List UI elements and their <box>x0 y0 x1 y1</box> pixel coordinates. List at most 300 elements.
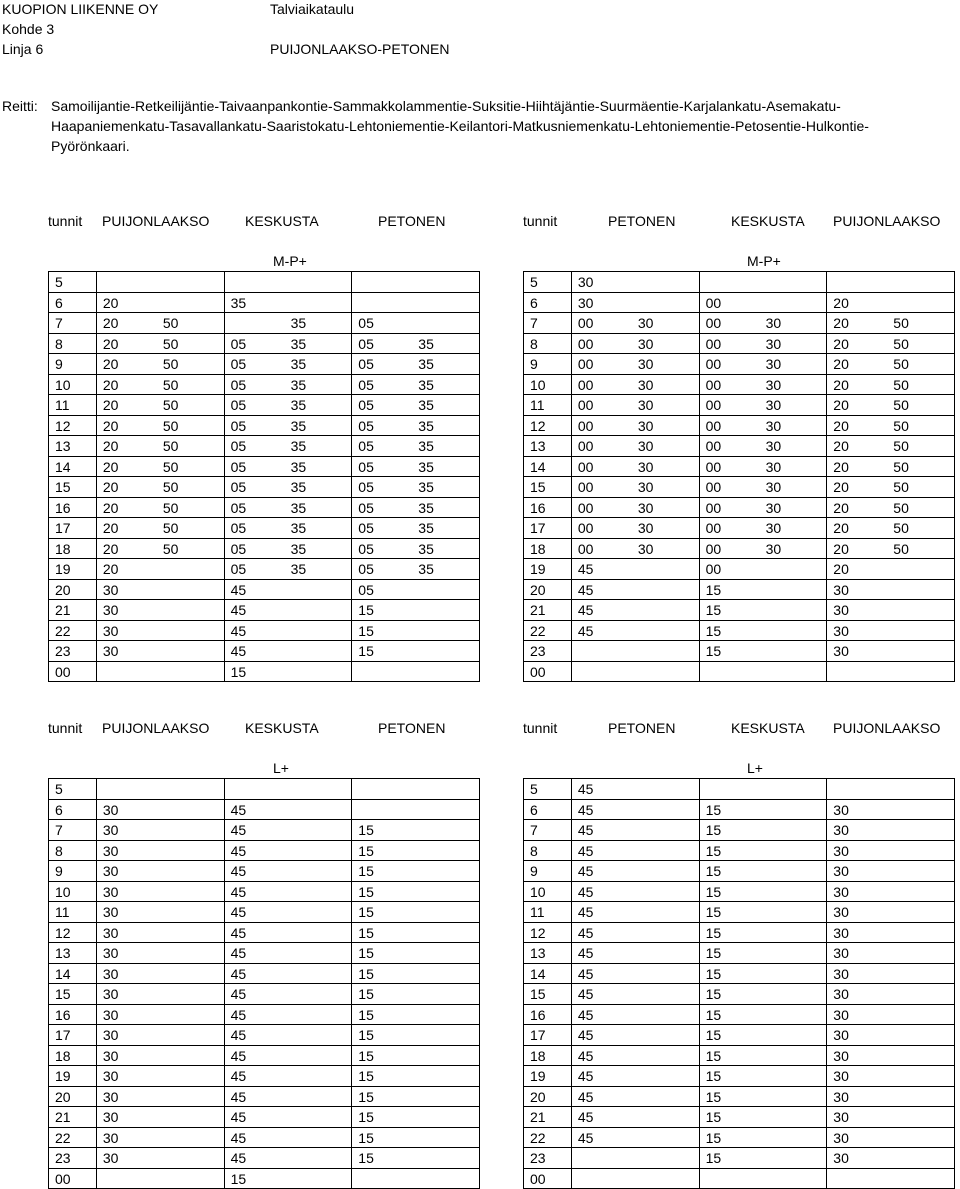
hour-cell <box>49 395 97 416</box>
minute-value: 35 <box>291 539 307 559</box>
minute-value: 45 <box>231 1066 247 1086</box>
minute-value: 50 <box>893 498 909 518</box>
hour-value: 10 <box>55 882 71 902</box>
minutes-cell <box>827 559 955 580</box>
minute-value: 45 <box>231 800 247 820</box>
minutes-cell <box>225 1148 353 1169</box>
minute-value: 00 <box>706 477 722 497</box>
minutes-cell <box>827 293 955 314</box>
minute-value: 35 <box>291 559 307 579</box>
minute-value: 05 <box>231 354 247 374</box>
minutes-cell <box>572 272 700 293</box>
minutes-cell <box>225 354 353 375</box>
minute-value: 05 <box>358 354 374 374</box>
hour-cell <box>49 984 97 1005</box>
table-row <box>524 1148 955 1169</box>
table-row <box>524 354 955 375</box>
minutes-cell <box>352 1169 480 1189</box>
hour-value: 9 <box>530 861 538 881</box>
minutes-cell <box>827 436 955 457</box>
minutes-cell <box>97 580 225 601</box>
minute-value: 15 <box>706 641 722 661</box>
table-row <box>524 272 955 293</box>
table-row <box>524 820 955 841</box>
hour-cell <box>49 861 97 882</box>
minute-value: 35 <box>418 477 434 497</box>
minute-value: 30 <box>638 395 654 415</box>
minute-value: 45 <box>578 984 594 1004</box>
minute-value: 05 <box>231 375 247 395</box>
hour-cell <box>49 600 97 621</box>
table-row <box>49 1025 480 1046</box>
minutes-cell <box>97 861 225 882</box>
minutes-cell <box>97 662 225 683</box>
hour-value: 16 <box>55 1005 71 1025</box>
minutes-cell <box>827 1148 955 1169</box>
minute-value: 30 <box>766 457 782 477</box>
minutes-cell <box>827 313 955 334</box>
minute-value: 30 <box>103 641 119 661</box>
table-row <box>49 354 480 375</box>
minutes-cell <box>225 621 353 642</box>
table-row <box>524 436 955 457</box>
minutes-cell <box>97 800 225 821</box>
minute-value: 30 <box>833 1148 849 1168</box>
hour-cell <box>524 1066 572 1087</box>
minutes-cell <box>827 1128 955 1149</box>
minute-value: 20 <box>103 559 119 579</box>
minute-value: 05 <box>231 518 247 538</box>
table-row <box>49 861 480 882</box>
minutes-cell <box>700 923 828 944</box>
hour-value: 21 <box>530 1107 546 1127</box>
minute-value: 30 <box>103 984 119 1004</box>
hour-cell <box>524 457 572 478</box>
hour-value: 5 <box>530 272 538 292</box>
hour-cell <box>49 820 97 841</box>
minutes-cell <box>827 518 955 539</box>
hour-cell <box>49 375 97 396</box>
minutes-cell <box>352 313 480 334</box>
minutes-cell <box>97 375 225 396</box>
minute-value: 15 <box>358 964 374 984</box>
minute-value: 30 <box>766 436 782 456</box>
hour-value: 14 <box>530 964 546 984</box>
hour-value: 8 <box>55 334 63 354</box>
minute-value: 05 <box>231 539 247 559</box>
minutes-cell <box>225 841 353 862</box>
minutes-cell <box>225 539 353 560</box>
minutes-cell <box>225 923 353 944</box>
hour-value: 12 <box>530 416 546 436</box>
table-row <box>524 518 955 539</box>
table-row <box>49 841 480 862</box>
minutes-cell <box>700 1046 828 1067</box>
hour-cell <box>49 293 97 314</box>
minutes-cell <box>827 375 955 396</box>
minute-value: 45 <box>578 882 594 902</box>
minutes-cell <box>572 395 700 416</box>
minute-value: 50 <box>163 416 179 436</box>
minute-value: 50 <box>163 395 179 415</box>
minute-value: 15 <box>358 820 374 840</box>
hour-cell <box>524 621 572 642</box>
minute-value: 30 <box>766 539 782 559</box>
hour-cell <box>49 621 97 642</box>
hour-cell <box>524 984 572 1005</box>
table-row <box>49 477 480 498</box>
table-row <box>49 902 480 923</box>
minutes-cell <box>352 518 480 539</box>
minutes-cell <box>97 1066 225 1087</box>
minute-value: 45 <box>578 600 594 620</box>
minutes-cell <box>225 964 353 985</box>
minutes-cell <box>572 539 700 560</box>
minute-value: 30 <box>103 800 119 820</box>
minute-value: 50 <box>893 539 909 559</box>
minute-value: 45 <box>231 984 247 1004</box>
minute-value: 00 <box>706 559 722 579</box>
minutes-cell <box>827 943 955 964</box>
hour-value: 16 <box>530 498 546 518</box>
minute-value: 35 <box>418 334 434 354</box>
hour-value: 12 <box>530 923 546 943</box>
minute-value: 15 <box>358 600 374 620</box>
hour-value: 11 <box>530 902 545 922</box>
table-row <box>49 272 480 293</box>
hour-value: 5 <box>55 272 63 292</box>
minutes-cell <box>572 800 700 821</box>
minute-value: 00 <box>578 477 594 497</box>
minutes-cell <box>97 518 225 539</box>
minute-value: 30 <box>638 539 654 559</box>
hour-cell <box>49 354 97 375</box>
minute-value: 50 <box>163 498 179 518</box>
minutes-cell <box>572 1169 700 1189</box>
minutes-cell <box>700 1169 828 1189</box>
minute-value: 50 <box>163 539 179 559</box>
hour-cell <box>49 436 97 457</box>
minute-value: 50 <box>893 395 909 415</box>
table-row <box>524 902 955 923</box>
minutes-cell <box>97 820 225 841</box>
hour-value: 23 <box>530 641 546 661</box>
minutes-cell <box>827 498 955 519</box>
hour-cell <box>49 1128 97 1149</box>
hour-value: 20 <box>55 1087 71 1107</box>
hour-cell <box>524 1128 572 1149</box>
minutes-cell <box>97 1046 225 1067</box>
timetable-weekday-return <box>523 211 955 682</box>
minute-value: 20 <box>103 293 119 313</box>
minute-value: 15 <box>358 1148 374 1168</box>
minutes-cell <box>827 923 955 944</box>
minute-value: 45 <box>231 1005 247 1025</box>
minutes-cell <box>827 641 955 662</box>
hour-value: 15 <box>530 984 546 1004</box>
minute-value: 30 <box>103 1107 119 1127</box>
minute-value: 50 <box>893 477 909 497</box>
minutes-cell <box>572 498 700 519</box>
minutes-cell <box>700 820 828 841</box>
minutes-cell <box>572 416 700 437</box>
minutes-cell <box>700 841 828 862</box>
minute-value: 50 <box>163 375 179 395</box>
minutes-cell <box>352 964 480 985</box>
hour-value: 23 <box>55 1148 71 1168</box>
column-header: PUIJONLAAKSO <box>833 211 940 231</box>
minute-value: 15 <box>706 1025 722 1045</box>
table-row <box>524 964 955 985</box>
minute-value: 30 <box>833 1087 849 1107</box>
table-row <box>49 1046 480 1067</box>
hour-cell <box>49 841 97 862</box>
minute-value: 30 <box>103 882 119 902</box>
minutes-cell <box>352 1128 480 1149</box>
minute-value: 15 <box>358 984 374 1004</box>
hour-value: 18 <box>55 539 71 559</box>
minutes-cell <box>700 1128 828 1149</box>
hour-value: 10 <box>530 375 546 395</box>
minutes-cell <box>572 1148 700 1169</box>
minutes-cell <box>225 580 353 601</box>
hour-value: 9 <box>55 354 63 374</box>
minute-value: 50 <box>163 354 179 374</box>
minute-value: 00 <box>578 539 594 559</box>
minutes-cell <box>352 1005 480 1026</box>
minutes-cell <box>827 964 955 985</box>
minute-value: 45 <box>231 923 247 943</box>
minutes-cell <box>572 1128 700 1149</box>
minute-value: 05 <box>231 559 247 579</box>
minutes-cell <box>700 313 828 334</box>
minutes-cell <box>827 800 955 821</box>
minute-value: 30 <box>766 498 782 518</box>
minutes-cell <box>827 779 955 800</box>
minute-value: 30 <box>833 984 849 1004</box>
minute-value: 15 <box>706 820 722 840</box>
minute-value: 15 <box>358 902 374 922</box>
column-header: PETONEN <box>378 718 445 738</box>
minutes-cell <box>827 1169 955 1189</box>
route-description <box>51 96 951 156</box>
minute-value: 00 <box>706 436 722 456</box>
hour-value: 16 <box>530 1005 546 1025</box>
minutes-cell <box>97 943 225 964</box>
hour-cell <box>49 1005 97 1026</box>
column-header: KESKUSTA <box>731 718 805 738</box>
minute-value: 50 <box>893 313 909 333</box>
column-header: tunnit <box>523 718 557 738</box>
hour-cell <box>524 923 572 944</box>
hour-cell <box>49 800 97 821</box>
table-row <box>524 539 955 560</box>
minutes-cell <box>827 1087 955 1108</box>
day-type-row <box>523 251 955 271</box>
minute-value: 30 <box>103 820 119 840</box>
minute-value: 30 <box>766 334 782 354</box>
minute-value: 20 <box>833 293 849 313</box>
minute-value: 35 <box>291 436 307 456</box>
minute-value: 15 <box>706 1087 722 1107</box>
table-row <box>524 662 955 683</box>
minutes-cell <box>352 621 480 642</box>
hour-value: 7 <box>55 313 63 333</box>
minutes-cell <box>225 477 353 498</box>
hour-cell <box>524 477 572 498</box>
hour-value: 13 <box>530 436 546 456</box>
minute-value: 00 <box>706 498 722 518</box>
minutes-cell <box>700 902 828 923</box>
table-row <box>49 621 480 642</box>
hour-value: 20 <box>530 1087 546 1107</box>
hour-cell <box>49 1107 97 1128</box>
table-row <box>49 779 480 800</box>
table-row <box>524 923 955 944</box>
minutes-cell <box>827 457 955 478</box>
hour-cell <box>524 1005 572 1026</box>
minutes-cell <box>700 984 828 1005</box>
table-row <box>49 518 480 539</box>
table-row <box>524 477 955 498</box>
minutes-cell <box>827 272 955 293</box>
minutes-cell <box>225 1066 353 1087</box>
minute-value: 50 <box>163 334 179 354</box>
minute-value: 20 <box>103 416 119 436</box>
minute-value: 30 <box>833 1128 849 1148</box>
minute-value: 15 <box>358 1087 374 1107</box>
minutes-cell <box>572 559 700 580</box>
minute-value: 05 <box>358 498 374 518</box>
minute-value: 45 <box>231 621 247 641</box>
table-row <box>49 457 480 478</box>
minute-value: 20 <box>103 313 119 333</box>
minutes-cell <box>97 641 225 662</box>
minutes-cell <box>352 641 480 662</box>
minute-value: 20 <box>833 334 849 354</box>
minute-value: 45 <box>231 1128 247 1148</box>
table-row <box>49 539 480 560</box>
hour-value: 10 <box>530 882 546 902</box>
hour-cell <box>49 457 97 478</box>
minute-value: 30 <box>766 518 782 538</box>
table-row <box>524 375 955 396</box>
hour-value: 5 <box>530 779 538 799</box>
minute-value: 20 <box>833 498 849 518</box>
hour-value: 15 <box>530 477 546 497</box>
minute-value: 15 <box>358 841 374 861</box>
hour-cell <box>49 902 97 923</box>
hour-value: 15 <box>55 984 71 1004</box>
table-row <box>524 841 955 862</box>
minute-value: 20 <box>103 477 119 497</box>
hour-cell <box>524 293 572 314</box>
timetable-grid <box>48 271 480 682</box>
hour-value: 18 <box>530 539 546 559</box>
minutes-cell <box>352 1107 480 1128</box>
minute-value: 20 <box>103 518 119 538</box>
minute-value: 00 <box>578 354 594 374</box>
minutes-cell <box>352 820 480 841</box>
minutes-cell <box>352 1148 480 1169</box>
minutes-cell <box>827 354 955 375</box>
minute-value: 20 <box>103 498 119 518</box>
minutes-cell <box>225 1128 353 1149</box>
minute-value: 35 <box>418 539 434 559</box>
minutes-cell <box>572 820 700 841</box>
minute-value: 15 <box>706 800 722 820</box>
column-header: PETONEN <box>378 211 445 231</box>
minutes-cell <box>572 641 700 662</box>
minute-value: 30 <box>833 1046 849 1066</box>
minutes-cell <box>225 861 353 882</box>
table-header <box>523 718 955 738</box>
minutes-cell <box>97 313 225 334</box>
minutes-cell <box>352 1046 480 1067</box>
minutes-cell <box>572 477 700 498</box>
minutes-cell <box>225 1025 353 1046</box>
minute-value: 20 <box>103 457 119 477</box>
minute-value: 05 <box>231 395 247 415</box>
minute-value: 45 <box>231 943 247 963</box>
hour-cell <box>49 1046 97 1067</box>
minutes-cell <box>572 313 700 334</box>
hour-value: 12 <box>55 923 71 943</box>
table-row <box>524 861 955 882</box>
minutes-cell <box>97 293 225 314</box>
minutes-cell <box>827 882 955 903</box>
minute-value: 20 <box>833 395 849 415</box>
hour-value: 9 <box>55 861 63 881</box>
minute-value: 30 <box>638 354 654 374</box>
table-row <box>524 1128 955 1149</box>
table-row <box>49 1169 480 1189</box>
minute-value: 45 <box>231 641 247 661</box>
day-type-row <box>523 758 955 778</box>
minutes-cell <box>352 457 480 478</box>
minute-value: 45 <box>231 580 247 600</box>
day-type-row <box>48 758 480 778</box>
minute-value: 30 <box>578 272 594 292</box>
table-row <box>524 1066 955 1087</box>
minute-value: 45 <box>578 820 594 840</box>
minutes-cell <box>225 334 353 355</box>
minutes-cell <box>352 1087 480 1108</box>
minutes-cell <box>700 600 828 621</box>
minutes-cell <box>97 984 225 1005</box>
minutes-cell <box>572 334 700 355</box>
minutes-cell <box>700 621 828 642</box>
minute-value: 30 <box>638 436 654 456</box>
minutes-cell <box>352 539 480 560</box>
minutes-cell <box>700 518 828 539</box>
minutes-cell <box>572 621 700 642</box>
hour-cell <box>49 313 97 334</box>
hour-value: 19 <box>55 1066 71 1086</box>
minute-value: 30 <box>103 1128 119 1148</box>
column-header: KESKUSTA <box>245 211 319 231</box>
minute-value: 45 <box>578 1087 594 1107</box>
minute-value: 15 <box>706 861 722 881</box>
minutes-cell <box>572 841 700 862</box>
minutes-cell <box>225 943 353 964</box>
minutes-cell <box>225 902 353 923</box>
hour-cell <box>524 943 572 964</box>
minutes-cell <box>97 779 225 800</box>
table-row <box>524 457 955 478</box>
minute-value: 20 <box>833 457 849 477</box>
minutes-cell <box>97 498 225 519</box>
